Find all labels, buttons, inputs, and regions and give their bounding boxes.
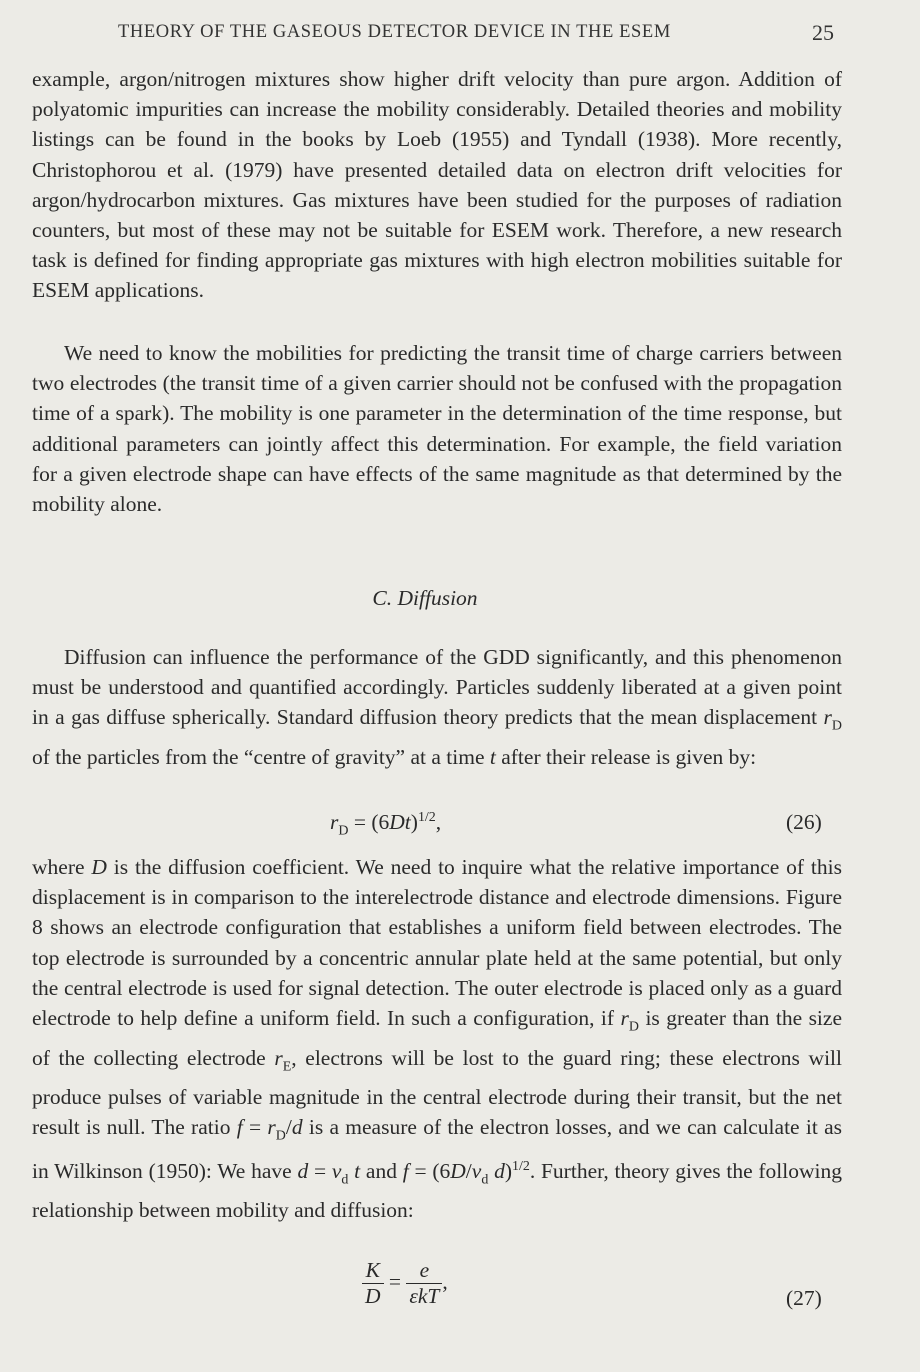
- equation-number: (27): [786, 1286, 822, 1310]
- section-heading: C. Diffusion: [372, 586, 478, 610]
- equation-number: (26): [786, 810, 822, 834]
- paragraph-text: where D is the diffusion coefficient. We need to inquire what the relative importance of this displacement is in comparison to the interelectrode distance and electrode dimensions. Figure 8 shows an electrode configuration that establishes a uniform field between electrodes. The top electrode is surrounded by a concentric annular plate held at the same potential, but only the central electrode is used for signal detection. The outer electrode is placed only as a guard electrode to help define a uniform field. In such a configuration, if $r_D$ is greater than the size of the collecting electrode $r_E$, electrons will be lost to the guard ring; these electrons will produce pulses of variable magnitude in the central electrode during their transit, but the net result is null. The ratio $f = r_D/d$ is a measure of the electron losses, and we can calculate it as in Wilkinson (1950): We have $d = v_d$ t and $f = (6D/v_d$ d)$^{1/2}$. Further, theory gives the following relationship between mobility and diffusion:: [32, 855, 842, 1223]
- paragraph-3: [32, 642, 842, 772]
- paragraph-text: Diffusion can influence the performance of the GDD significantly, and this phenomenon must be understood and quantified accordingly. Particles suddenly liberated at a given point in a gas diffuse spherically. Standard diffusion theory predicts that the mean displacement $r_D$ of the particles from the “centre of gravity” at a time t after their release is given by:: [32, 645, 842, 769]
- running-title: THEORY OF THE GASEOUS DETECTOR DEVICE IN THE ESEM: [118, 22, 671, 42]
- running-head: [0, 18, 920, 48]
- page-number: 25: [812, 20, 834, 45]
- paragraph-4: [32, 852, 842, 1226]
- paragraph-2: [32, 338, 842, 519]
- equation-body: $\frac{K}{D}$ = $\frac{e}{\text{εkT}}$ ,: [362, 1258, 448, 1309]
- equation-body: $r_D = (6Dt)^{1/2}$,: [330, 810, 442, 839]
- paragraph-text: example, argon/nitrogen mixtures show higher drift velocity than pure argon. Addition of polyatomic impurities can increase the mobility considerably. Detailed theories and mobility listings can be found in the books by Loeb (1955) and Tyndall (1938). More recently, Christophorou et al. (1979) have presented detailed data on electron drift velocities for argon/hydrocarbon mixtures. Gas mixtures have been studied for the purposes of radiation counters, but most of these may not be suitable for ESEM work. Therefore, a new research task is defined for finding appropriate gas mixtures with high electron mobilities suitable for ESEM applications.: [32, 67, 842, 303]
- paragraph-1: [32, 64, 842, 306]
- paragraph-text: We need to know the mobilities for predicting the transit time of charge carriers between two electrodes (the transit time of a given carrier should not be confused with the propagation time of a spark). The mobility is one parameter in the determination of the time response, but additional parameters can jointly affect this determination. For example, the field variation for a given electrode shape can have effects of the same magnitude as that determined by the mobility alone.: [32, 341, 842, 517]
